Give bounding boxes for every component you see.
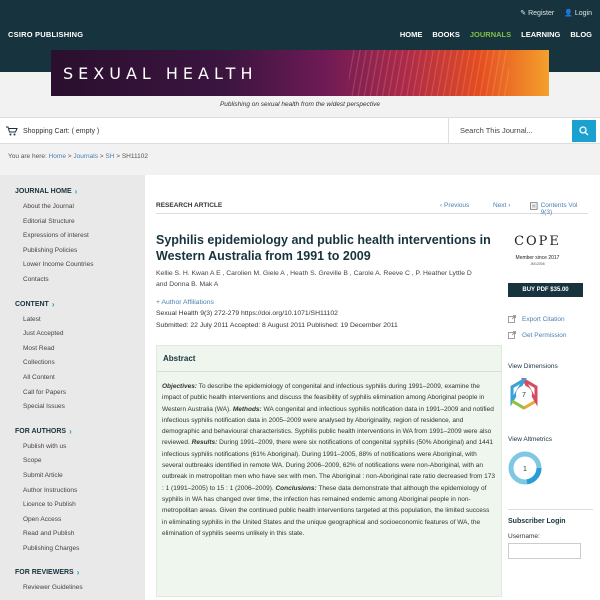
results-text: During 1991–2009, there were six notifications of congenital syphilis (50% Aboriginal) and 1441 infectious syphilis notifications (61% Aboriginal). During 1991–2005, 88% of notifications were Aboriginal, with several outbreaks identified in remote WA. During 2006–2009, 62% of notifications were non-Aboriginal, with an outbreak in metropolitan men who have sex with men. The Aboriginal : non-Aboriginal rate ratio decreased from 173 : 1 (1991–2005) to 15 : 1 (2006–2009). bbox=[162, 439, 496, 492]
objectives-label: Objectives: bbox=[162, 383, 198, 390]
chevron-right-icon: › bbox=[76, 568, 80, 578]
sidebar-item-all-content[interactable]: All Content bbox=[23, 373, 55, 381]
sidebar-section bbox=[0, 187, 145, 288]
cope-id-text: JM12006 bbox=[530, 262, 545, 266]
results-label: Results: bbox=[191, 439, 218, 447]
cart-label: Shopping Cart: ( empty ) bbox=[23, 127, 100, 135]
login-link[interactable]: 👤 Login bbox=[564, 10, 592, 17]
sidebar-heading-label: JOURNAL HOME bbox=[15, 188, 72, 195]
cope-logo-text: COPE bbox=[514, 234, 561, 249]
search-bar bbox=[0, 117, 600, 144]
cope-member-text: Member since 2017 bbox=[515, 255, 560, 261]
nav-journals[interactable]: JOURNALS bbox=[469, 30, 512, 39]
sidebar-item-editorial[interactable]: Editorial Structure bbox=[23, 217, 75, 225]
chevron-left-icon: ‹ bbox=[440, 202, 443, 209]
sidebar-item-just-accepted[interactable]: Just Accepted bbox=[23, 330, 64, 338]
sidebar-item-publish[interactable]: Publish with us bbox=[23, 442, 67, 450]
breadcrumb-journals[interactable]: Journals bbox=[73, 153, 98, 160]
nav-blog[interactable]: BLOG bbox=[570, 30, 592, 39]
permission-icon bbox=[508, 331, 516, 339]
previous-label: Previous bbox=[443, 202, 470, 209]
breadcrumb-sh[interactable]: SH bbox=[105, 153, 115, 160]
next-label: Next bbox=[493, 202, 507, 209]
subscriber-login-title: Subscriber Login bbox=[508, 509, 593, 525]
brand-logo[interactable]: CSIRO PUBLISHING bbox=[8, 30, 84, 39]
sidebar-item-contacts[interactable]: Contacts bbox=[23, 275, 49, 283]
sidebar-item-read-publish[interactable]: Read and Publish bbox=[23, 530, 75, 538]
sidebar-section bbox=[0, 427, 145, 557]
author-affiliations-toggle[interactable]: + Author Affiliations bbox=[156, 299, 214, 306]
breadcrumb-current: SH11102 bbox=[121, 153, 148, 160]
methods-label: Methods: bbox=[232, 405, 262, 413]
authors-line-1[interactable]: Kellie S. H. Kwan A E , Carolien M. Giele A , Heath S. Greville B , Carole A. Reeve C , P. Heather Lyttle D bbox=[156, 270, 472, 277]
shopping-cart[interactable] bbox=[6, 126, 99, 136]
article-title: Syphilis epidemiology and public health interventions in Western Australia from 1991 to 2009 bbox=[156, 233, 491, 263]
nav-books[interactable]: BOOKS bbox=[432, 30, 460, 39]
sidebar-item-licence[interactable]: Licence to Publish bbox=[23, 501, 76, 509]
methods-text: WA congenital and infectious syphilis notification data in 1991–2009 and notified infectious syphilis notification data in 2005–2009 were analysed by Aboriginality, region of residence, and demographic and behavioural characteristics. Syphilis public health interventions in WA from 1991–2009 were also reviewed. bbox=[162, 405, 494, 447]
sidebar-item-charges[interactable]: Publishing Charges bbox=[23, 544, 80, 552]
sidebar-item-expressions[interactable]: Expressions of interest bbox=[23, 232, 89, 240]
chevron-right-icon: › bbox=[69, 426, 72, 436]
sidebar bbox=[0, 175, 145, 600]
next-link[interactable] bbox=[493, 202, 510, 209]
search-icon bbox=[579, 126, 589, 136]
sidebar-item-about[interactable]: About the Journal bbox=[23, 203, 74, 210]
sidebar-item-latest[interactable]: Latest bbox=[23, 315, 41, 323]
dimensions-badge[interactable] bbox=[508, 378, 540, 410]
main-content bbox=[145, 175, 600, 600]
right-column bbox=[508, 225, 593, 559]
search-input[interactable]: Search This Journal... bbox=[448, 118, 572, 144]
sidebar-item-collections[interactable]: Collections bbox=[23, 359, 55, 367]
dimensions-count: 7 bbox=[522, 392, 526, 399]
sidebar-heading-label: CONTENT bbox=[15, 300, 49, 308]
permission-label: Get Permission bbox=[522, 331, 567, 339]
author-list bbox=[156, 268, 501, 290]
contents-icon bbox=[530, 202, 538, 210]
sidebar-item-reviewer-guidelines[interactable]: Reviewer Guidelines bbox=[23, 584, 83, 592]
altmetrics-title: View Altmetrics bbox=[508, 436, 552, 443]
sidebar-item-policies[interactable]: Publishing Policies bbox=[23, 246, 78, 254]
contents-link[interactable] bbox=[530, 202, 588, 216]
nav-home[interactable]: HOME bbox=[399, 30, 423, 39]
sidebar-section bbox=[0, 300, 145, 415]
breadcrumb-home[interactable]: Home bbox=[48, 153, 66, 160]
abstract-heading: Abstract bbox=[157, 346, 501, 372]
username-input[interactable] bbox=[508, 543, 581, 559]
banner-decoration bbox=[349, 50, 509, 96]
sidebar-item-most-read[interactable]: Most Read bbox=[23, 344, 55, 352]
get-permission-link[interactable] bbox=[508, 331, 593, 339]
conclusions-label: Conclusions: bbox=[275, 484, 317, 492]
banner-title: SEXUAL HEALTH bbox=[63, 64, 258, 83]
authors-line-2[interactable]: and Donna B. Mak A bbox=[156, 281, 219, 288]
altmetric-count: 1 bbox=[523, 466, 527, 473]
contents-label: Contents Vol 9(3) bbox=[540, 202, 578, 216]
main-nav bbox=[400, 30, 592, 39]
dimensions-title: View Dimensions bbox=[508, 363, 558, 370]
citation: Sexual Health 9(3) 272-279 https://doi.org/10.1071/SH11102 bbox=[156, 310, 338, 317]
cope-logo[interactable] bbox=[510, 225, 565, 269]
sidebar-heading-content[interactable] bbox=[15, 300, 145, 309]
conclusions-text: These data demonstrate that although the epidemiology of syphilis in WA has changed over time, the infection has remained endemic among Aboriginal people in non-metropolitan areas. Given the continued public health interventions targeted at this population, the limited success in eliminating syphilis in the United States and the unique geographical and socioeconomic features of WA, the elimination of syphilis seems unlikely in this state. bbox=[162, 484, 490, 537]
buy-pdf-button[interactable]: BUY PDF $35.00 bbox=[508, 283, 583, 297]
sidebar-heading-label: FOR AUTHORS bbox=[15, 427, 67, 435]
cart-icon bbox=[6, 126, 18, 136]
sidebar-item-open-access[interactable]: Open Access bbox=[23, 515, 62, 523]
breadcrumb-prefix: You are here: bbox=[8, 153, 47, 160]
register-link[interactable]: ✎ Register bbox=[520, 10, 555, 17]
export-citation-link[interactable] bbox=[508, 315, 593, 323]
article-type: RESEARCH ARTICLE bbox=[156, 202, 223, 209]
chevron-right-icon: › bbox=[51, 299, 55, 309]
previous-link[interactable] bbox=[440, 202, 469, 209]
chevron-right-icon: › bbox=[508, 202, 511, 209]
article-toolbar bbox=[156, 200, 588, 214]
sidebar-item-scope[interactable]: Scope bbox=[23, 457, 42, 465]
nav-learning[interactable]: LEARNING bbox=[521, 30, 561, 39]
sidebar-item-submit[interactable]: Submit Article bbox=[23, 471, 63, 479]
objectives-text: To describe the epidemiology of congenital and infectious syphilis during 1991–2009, examine the impact of public health interventions and discuss the feasibility of syphilis elimination among Aboriginal people in Western Australia (WA). bbox=[162, 383, 485, 413]
export-label: Export Citation bbox=[522, 315, 565, 323]
abstract-body bbox=[157, 372, 501, 539]
register-label: Register bbox=[528, 10, 555, 17]
sidebar-heading-label: FOR REVIEWERS bbox=[15, 569, 74, 577]
export-icon bbox=[508, 315, 516, 323]
sidebar-heading-for-authors[interactable] bbox=[15, 427, 145, 436]
sidebar-item-call-for-papers[interactable]: Call for Papers bbox=[23, 388, 66, 396]
username-label: Username: bbox=[508, 533, 540, 540]
journal-banner[interactable] bbox=[51, 50, 549, 96]
altmetric-badge[interactable] bbox=[508, 451, 542, 485]
journal-tagline: Publishing on sexual health from the widest perspective bbox=[219, 101, 381, 108]
breadcrumb: You are here: Home > Journals > SH > SH11102 bbox=[8, 153, 148, 160]
abstract-box bbox=[156, 345, 502, 597]
publication-dates: Submitted: 22 July 2011 Accepted: 8 August 2011 Published: 19 December 2011 bbox=[156, 322, 398, 329]
chevron-right-icon: › bbox=[74, 187, 78, 196]
sidebar-heading-journal-home[interactable] bbox=[15, 187, 145, 196]
sidebar-section bbox=[0, 568, 145, 596]
search-button[interactable] bbox=[572, 120, 596, 142]
account-links bbox=[520, 9, 592, 17]
sidebar-item-author-instructions[interactable]: Author Instructions bbox=[23, 486, 78, 494]
sidebar-item-lower-income[interactable]: Lower Income Countries bbox=[23, 261, 94, 269]
sidebar-item-special-issues[interactable]: Special Issues bbox=[23, 403, 65, 411]
sidebar-heading-for-reviewers[interactable] bbox=[15, 568, 145, 577]
login-label: Login bbox=[574, 10, 592, 17]
